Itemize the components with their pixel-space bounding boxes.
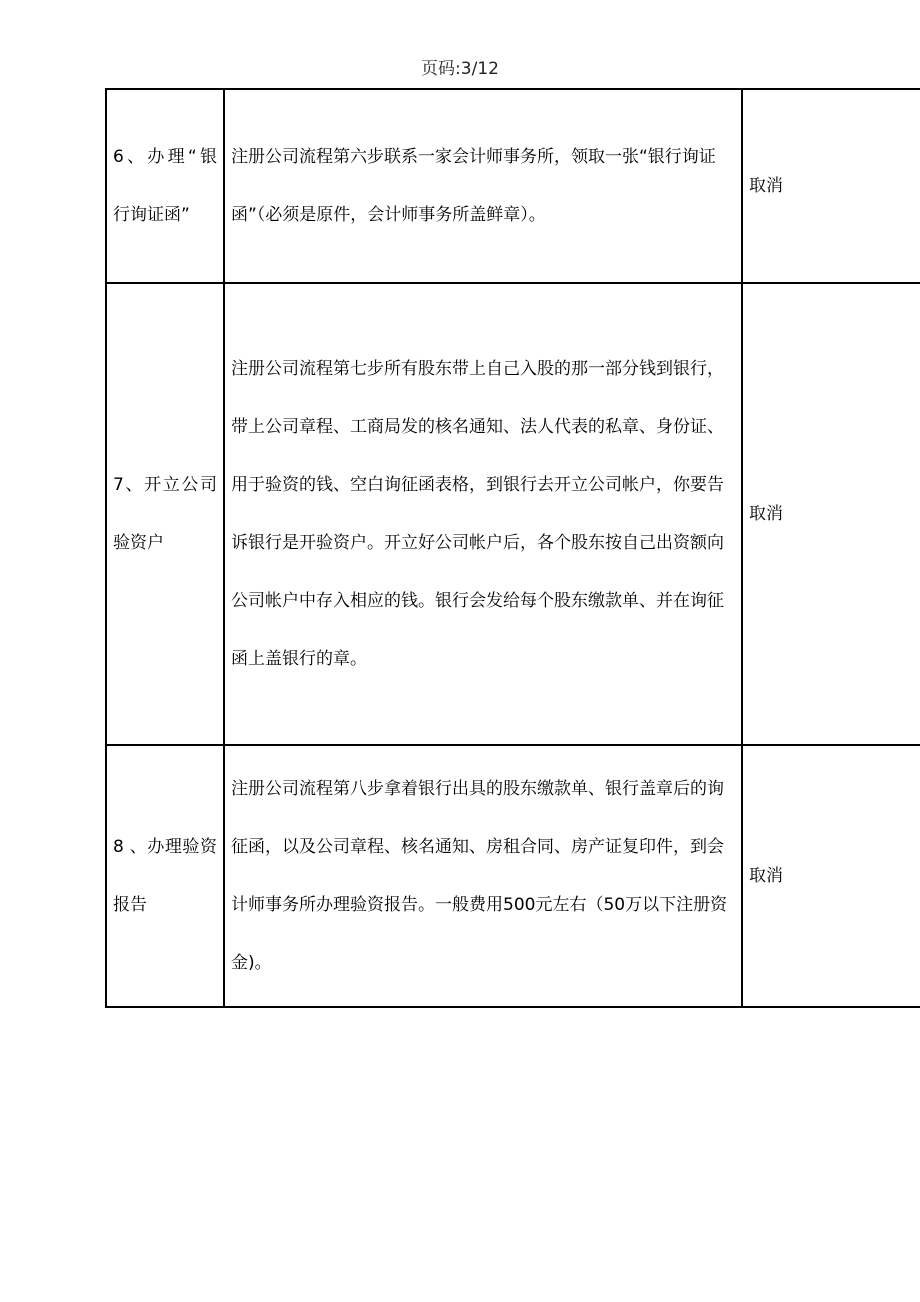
step-label-cell: 6、办理“银行询证函” (106, 89, 224, 283)
step-content-text: 注册公司流程第六步联系一家会计师事务所，领取一张“银行询证函”（必须是原件，会计师事务所盖鲜章）。 (231, 147, 716, 225)
step-content-cell (224, 745, 742, 1007)
step-content-cell (224, 283, 742, 745)
step-content-text: 注册公司流程第八步拿着银行出具的股东缴款单、银行盖章后的询征函，以及公司章程、核名通知、房租合同、房产证复印件，到会计师事务所办理验资报告。一般费用500元左右（50万以下注册资金)。 (231, 779, 728, 973)
registration-steps-table (105, 88, 920, 1008)
step-content-cell (224, 89, 742, 283)
step-content-text: 注册公司流程第七步所有股东带上自己入股的那一部分钱到银行，带上公司章程、工商局发的核名通知、法人代表的私章、身份证、用于验资的钱、空白询征函表格，到银行去开立公司帐户，你要告诉银行是开验资户。开立好公司帐户后，各个股东按自己出资额向公司帐户中存入相应的钱。银行会发给每个股东缴款单、并在询征函上盖银行的章。 (231, 359, 724, 669)
page-number: 页码:3/12 (421, 59, 499, 79)
table-row (106, 745, 920, 1007)
table-row (106, 283, 920, 745)
step-label-cell: 7、开立公司验资户 (106, 283, 224, 745)
step-label-cell: 8 、办理验资报告 (106, 745, 224, 1007)
step-action-cell: 取消 (742, 745, 920, 1007)
step-action-cell: 取消 (742, 283, 920, 745)
table-row (106, 89, 920, 283)
step-action-cell: 取消 (742, 89, 920, 283)
